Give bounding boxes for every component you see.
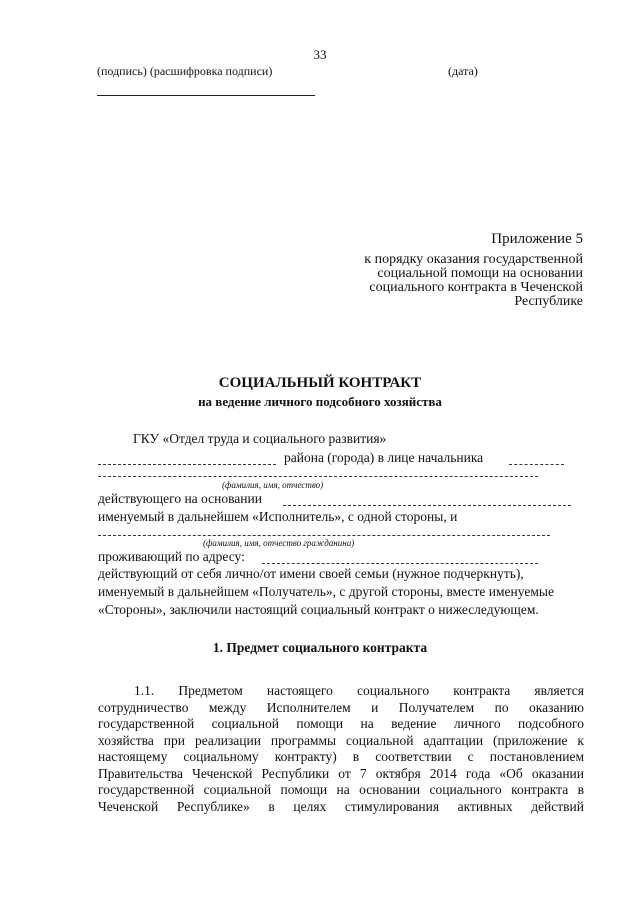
fio-hint: (фамилия, имя, отчество) <box>222 480 324 490</box>
district-line: района (города) в лице начальника <box>284 450 484 465</box>
section-heading: 1. Предмет социального контракта <box>212 640 428 655</box>
address-line: проживающий по адресу: <box>98 549 245 564</box>
appendix-line: социального контракта в Чеченской <box>369 280 583 295</box>
paragraph-line: 1.1. Предметом настоящего социального контракта является <box>134 683 584 698</box>
address-blank <box>262 563 538 564</box>
parties-line: «Стороны», заключили настоящий социальный контракт о нижеследующем. <box>98 602 539 617</box>
head-name-blank <box>509 464 564 465</box>
recipient-line: именуемый в дальнейшем «Получатель», с другой стороны, вместе именуемые <box>98 584 554 599</box>
signature-labels: (подпись) (расшифровка подписи) <box>97 64 273 78</box>
paragraph-line: сотрудничество между Исполнителем и Получателем по оказанию <box>98 699 584 715</box>
paragraph-line: государственной социальной помощи на основании социального контракта в <box>98 782 584 797</box>
basis-line: действующего на основании <box>98 491 262 506</box>
contract-title: СОЦИАЛЬНЫЙ КОНТРАКТ <box>218 375 422 391</box>
signature-line <box>97 95 315 96</box>
paragraph-line: хозяйства при реализации программы социальной адаптации (приложение к <box>98 732 584 748</box>
contract-subtitle: на ведение личного подсобного хозяйства <box>198 394 442 409</box>
appendix-line: социальной помощи на основании <box>377 266 583 281</box>
citizen-blank <box>98 535 550 536</box>
paragraph-line: Чеченской Республике» в целях стимулирования активных действий <box>98 798 584 814</box>
paragraph-line: Правительства Чеченской Республики от 7 октября 2014 года «Об оказании <box>98 765 584 781</box>
date-label: (дата) <box>448 64 478 78</box>
executor-line: именуемый в дальнейшем «Исполнитель», с одной стороны, и <box>98 509 458 524</box>
fio-blank <box>98 476 538 477</box>
appendix-title: Приложение 5 <box>491 231 583 247</box>
page-number: 33 <box>313 47 327 62</box>
paragraph-line: настоящему социальному контракту) в соответствии с постановлением <box>98 749 584 764</box>
org-line: ГКУ «Отдел труда и социального развития» <box>133 431 387 446</box>
basis-blank <box>283 505 571 506</box>
district-blank <box>98 464 276 465</box>
appendix-line: к порядку оказания государственной <box>364 252 583 267</box>
section-paragraph <box>98 683 584 815</box>
appendix-line: Республике <box>514 294 583 309</box>
citizen-hint: (фамилия, имя, отчество гражданина) <box>203 538 355 548</box>
paragraph-line: государственной социальной помощи на ведение личного подсобного <box>98 716 584 731</box>
family-line: действующий от себя лично/от имени своей семьи (нужное подчеркнуть), <box>98 566 524 581</box>
